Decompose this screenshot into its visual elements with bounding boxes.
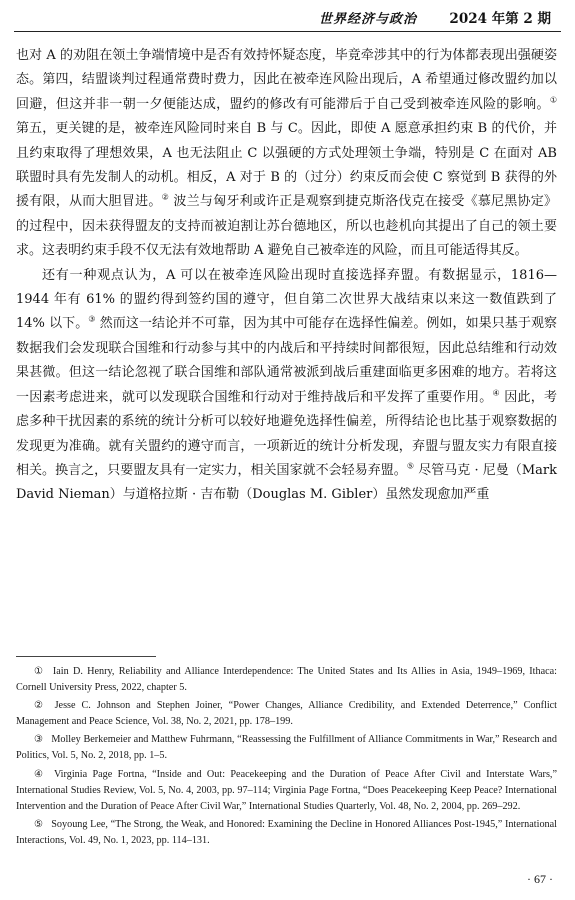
footnote-text: Iain D. Henry, Reliability and Alliance Interdependence: The United States and Its Allies in Asia, 1949–1969, Ithaca: Cornell University Press, 2022, chapter 5. <box>16 666 557 694</box>
footnote-separator <box>16 656 156 657</box>
footnote-ref-4[interactable]: ④ <box>492 388 500 398</box>
footnotes <box>16 664 557 851</box>
footnote-mark: ③ <box>34 734 44 746</box>
footnote-ref-3[interactable]: ③ <box>88 315 96 325</box>
footnote-text: Virginia Page Fortna, “Inside and Out: Peacekeeping and the Duration of Peace After Civil and Interstate Wars,” International Studies Review, Vol. 5, No. 4, 2003, pp. 97–114; Virginia Page Fortna, “Does Peacekeeping Keep Peace? International Intervention and the Duration of Peace After Civil War,” International Studies Quarterly, Vol. 48, No. 2, 2004, pp. 269–292. <box>16 768 557 812</box>
footnote-4 <box>16 767 557 815</box>
journal-title: 世界经济与政治 <box>318 12 417 27</box>
header-rule <box>14 31 561 32</box>
footnote-3 <box>16 732 557 764</box>
paragraph-2-part-d: 尽管马克 · 尼曼（Mark David Nieman）与道格拉斯 · 吉布勒（Douglas M. Gibler）虽然发现愈加严重 <box>16 462 557 503</box>
footnote-mark: ④ <box>34 768 46 780</box>
page-number: · 67 · <box>527 872 553 886</box>
running-header <box>0 0 575 34</box>
footnote-mark: ① <box>34 666 45 677</box>
footnote-1 <box>16 664 557 696</box>
main-text <box>16 44 557 508</box>
paragraph-2-part-a: 还有一种观点认为，A 可以在被牵连风险出现时直接选择弃盟。有数据显示，1816—1944 年有 61% 的盟约得到签约国的遵守，但自第二次世界大战结束以来这一数值跌到了 14% 以下。 <box>16 267 557 332</box>
footnote-2 <box>16 698 557 730</box>
paragraph-1-part-c: 波兰与匈牙利或许正是观察到捷克斯洛伐克在接受《慕尼黑协定》的过程中，因未获得盟友的支持而被迫割让苏台德地区，所以也趁机向其提出了自己的领土要求。这表明约束手段不仅无法有效地帮助 A 避免自己被牵连的风险，而且可能适得其反。 <box>16 194 558 259</box>
paragraph-2-part-b: 然而这一结论并不可靠，因为其中可能存在选择性偏差。例如，如果只基于观察数据我们会发现联合国维和行动参与其中的内战后和平持续时间都很短，因此总结维和行动效果甚微。但这一结论忽视了联合国维和部队通常被派到战后重建面临更多困难的地方。若将这一因素考虑进来，就可以发现联合国维和行动对于维持战后和平发挥了重要作用。 <box>16 316 558 405</box>
footnote-ref-5[interactable]: ⑤ <box>406 461 415 471</box>
paragraph-1-part-a: 也对 A 的劝阻在领土争端情境中是否有效持怀疑态度，毕竟牵涉其中的行为体都表现出强硬姿态。第四，结盟谈判过程通常费时费力，因此在被牵连风险出现后，A 希望通过修改盟约加以回避，但这并非一朝一夕便能达成，盟约的修改有可能滞后于自己受到被牵连风险的影响。 <box>16 48 557 112</box>
footnote-ref-1[interactable]: ① <box>549 95 557 105</box>
paragraph-1-part-b: 第五，更关键的是，被牵连风险同时来自 B 与 C。因此，即使 A 愿意承担约束 B 的代价，并且约束取得了理想效果，A 也无法阻止 C 以强硬的方式处理领土争端，特别是 C 在面对 AB 联盟时具有先发制人的动机。相反，A 对于 B 的（过分）约束反而会使 C 察觉到 B 获得的外援有限，从而大胆冒进。 <box>16 121 557 210</box>
paragraph-2 <box>16 264 557 508</box>
issue-label: 2024 年第 2 期 <box>449 11 551 27</box>
footnote-text: Soyoung Lee, “The Strong, the Weak, and Honored: Examining the Decline in Honored Alliances Post-1945,” International Interactions, Vol. 49, No. 1, 2023, pp. 114–131. <box>16 818 557 846</box>
footnote-text: Molley Berkemeier and Matthew Fuhrmann, “Reassessing the Fulfillment of Alliance Commitments in War,” Research and Politics, Vol. 5, No. 2, 2018, pp. 1–5. <box>16 734 557 762</box>
paragraph-2-part-c: 因此，考虑多种干扰因素的系统的统计分析可以较好地避免选择性偏差，所得结论也比基于观察数据的发现更为准确。就有关盟约的遵守而言，一项新近的统计分析发现，弃盟与盟友实力有限直接相关。换言之，只要盟友具有一定实力，相关国家就不会轻易弃盟。 <box>16 389 557 478</box>
footnote-mark: ② <box>34 700 47 712</box>
footnote-5 <box>16 817 557 849</box>
paragraph-1 <box>16 44 557 264</box>
footnote-ref-2[interactable]: ② <box>161 193 170 203</box>
footnote-mark: ⑤ <box>34 818 44 830</box>
footnote-text: Jesse C. Johnson and Stephen Joiner, “Power Changes, Alliance Credibility, and Extended Deterrence,” Conflict Management and Peace Science, Vol. 38, No. 2, 2021, pp. 178–199. <box>16 700 557 728</box>
